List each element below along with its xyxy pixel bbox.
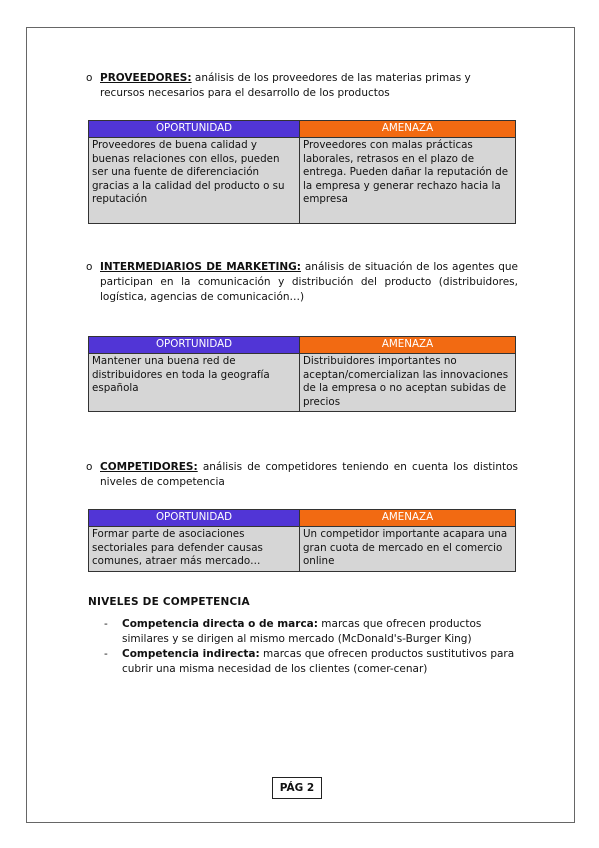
bullet-competidores — [86, 460, 518, 490]
dash-marker: - — [104, 618, 108, 630]
bullet-title: PROVEEDORES: — [100, 72, 192, 84]
level-term: Competencia directa o de marca: — [122, 618, 318, 630]
bullet-text: análisis de los proveedores de las materias primas y recursos necesarios para el desarrollo de los productos — [100, 72, 471, 99]
page-number: PÁG 2 — [272, 777, 322, 799]
bullet-text: análisis de competidores teniendo en cuenta los distintos niveles de competencia — [100, 461, 518, 488]
threat-cell: Proveedores con malas prácticas laborales, retrasos en el plazo de entrega. Pueden dañar la reputación de la empresa y generar rechazo hacia la empresa — [300, 138, 516, 224]
bullet-intermediarios — [86, 260, 518, 305]
opportunity-header: OPORTUNIDAD — [89, 121, 300, 138]
threat-cell: Un competidor importante acapara una gran cuota de mercado en el comercio online — [300, 527, 516, 572]
list-item — [104, 617, 517, 647]
bullet-marker: o — [86, 461, 93, 473]
threat-header: AMENAZA — [300, 121, 516, 138]
opportunity-cell: Mantener una buena red de distribuidores en toda la geografía española — [89, 354, 300, 412]
bullet-title: COMPETIDORES: — [100, 461, 198, 473]
levels-heading: NIVELES DE COMPETENCIA — [88, 596, 250, 608]
bullet-title: INTERMEDIARIOS DE MARKETING: — [100, 261, 301, 273]
level-text: marcas que ofrecen productos similares y se dirigen al mismo mercado (McDonald's-Burger King) — [122, 618, 482, 645]
swot-table-intermediarios — [88, 336, 516, 412]
bullet-marker: o — [86, 261, 93, 273]
list-item — [104, 647, 517, 677]
level-text: marcas que ofrecen productos sustitutivos para cubrir una misma necesidad de los clientes (comer-cenar) — [122, 648, 515, 675]
swot-table-competidores — [88, 509, 516, 572]
bullet-marker: o — [86, 72, 93, 84]
level-term: Competencia indirecta: — [122, 648, 260, 660]
opportunity-header: OPORTUNIDAD — [89, 337, 300, 354]
swot-table-proveedores — [88, 120, 516, 224]
bullet-proveedores — [86, 71, 518, 101]
threat-header: AMENAZA — [300, 337, 516, 354]
opportunity-cell: Proveedores de buena calidad y buenas relaciones con ellos, pueden ser una fuente de diferenciación gracias a la calidad del producto o su reputación — [89, 138, 300, 224]
dash-marker: - — [104, 648, 108, 660]
opportunity-cell: Formar parte de asociaciones sectoriales para defender causas comunes, atraer más mercado… — [89, 527, 300, 572]
threat-cell: Distribuidores importantes no aceptan/comercializan las innovaciones de la empresa o no aceptan subidas de precios — [300, 354, 516, 412]
opportunity-header: OPORTUNIDAD — [89, 510, 300, 527]
levels-list — [104, 617, 517, 677]
bullet-text: análisis de situación de los agentes que participan en la comunicación y distribución del producto (distribuidores, logística, agencias de comunicación…) — [100, 261, 518, 303]
threat-header: AMENAZA — [300, 510, 516, 527]
